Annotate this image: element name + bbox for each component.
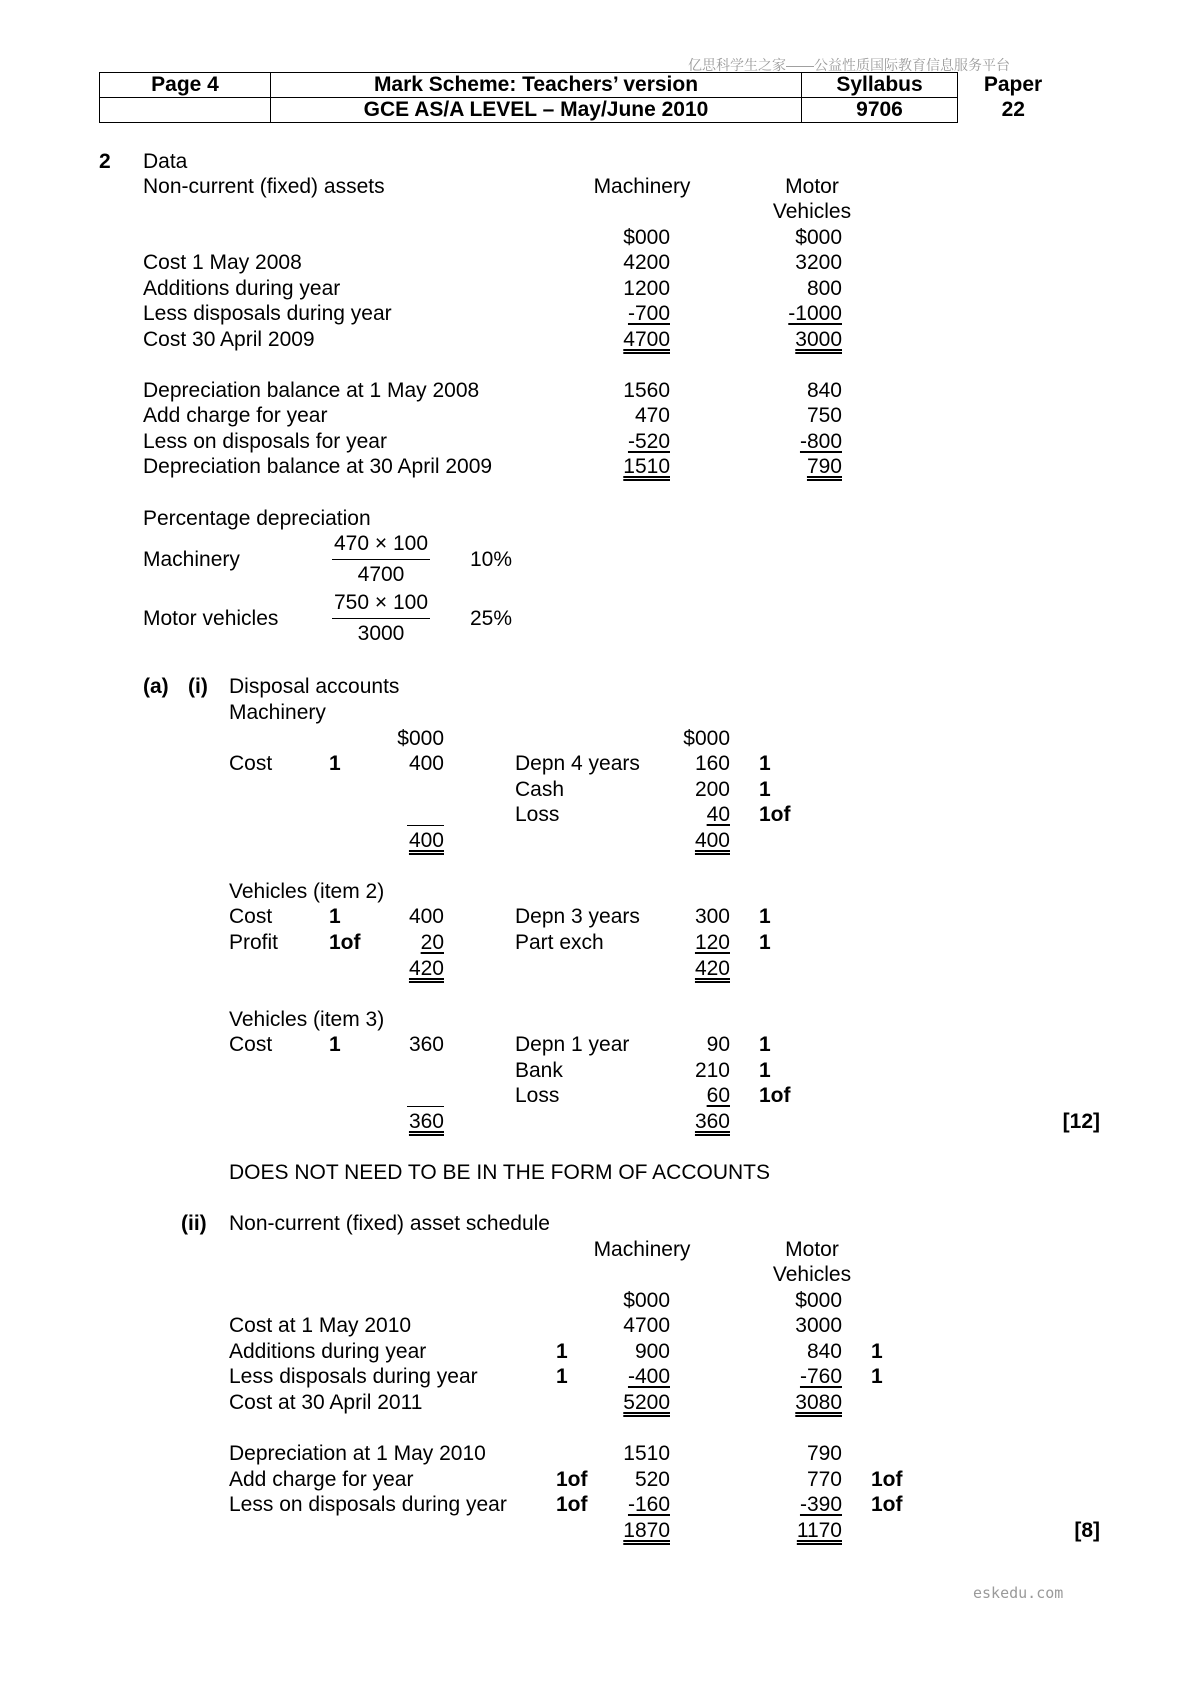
veh2-r2-label: Part exch: [515, 931, 604, 954]
marks-part-ii: [8]: [1074, 1519, 1100, 1542]
sched-dep-mark-right: 1of: [871, 1468, 903, 1491]
header-exam: GCE AS/A LEVEL – May/June 2010: [271, 98, 802, 123]
cost-row-vehicles: 800: [806, 277, 842, 300]
machinery-account-title: Machinery: [229, 701, 326, 724]
veh2-cost-label: Cost: [229, 905, 273, 928]
sub-ii-label: (ii): [181, 1212, 207, 1235]
sched-dep-mark-right: 1of: [871, 1493, 903, 1516]
header-table: [99, 72, 1069, 123]
sched-cost-label: Cost at 1 May 2010: [229, 1314, 412, 1337]
veh3-r2-mark: 1: [759, 1059, 771, 1082]
veh2-r2-value: 120: [694, 931, 730, 954]
sched-unit-machinery: $000: [623, 1289, 670, 1312]
veh2-r1-mark: 1: [759, 905, 771, 928]
sub-i-label: (i): [188, 675, 208, 698]
veh3-r1-mark: 1: [759, 1033, 771, 1056]
data-label: Data: [143, 150, 188, 173]
sched-dep-mark-left: 1of: [556, 1468, 588, 1491]
sched-dep-label: Add charge for year: [229, 1468, 414, 1491]
unit-vehicles: $000: [795, 226, 842, 249]
marks-part-i: [12]: [1062, 1110, 1100, 1133]
sched-dep-mark-left: 1of: [556, 1493, 588, 1516]
pct-machinery-label: Machinery: [143, 548, 240, 571]
mach-r1-value: 160: [694, 752, 730, 775]
veh2-r1-label: Depn 3 years: [515, 905, 640, 928]
unit-machinery: $000: [623, 226, 670, 249]
dep-row-machinery: 1510: [623, 455, 670, 478]
disposal-accounts-label: Disposal accounts: [229, 675, 400, 698]
veh2-total-right: 420: [694, 957, 730, 980]
accounts-note: DOES NOT NEED TO BE IN THE FORM OF ACCOUNTS: [229, 1161, 771, 1184]
header-paper-label: Paper: [983, 73, 1043, 96]
veh3-cost-mark: 1: [329, 1033, 341, 1056]
sched-cost-machinery: -400: [627, 1365, 670, 1388]
cost-row-machinery: 1200: [623, 277, 670, 300]
col-motor: Motor: [785, 175, 839, 198]
dep-row-machinery: 470: [634, 404, 670, 427]
mach-cost-label: Cost: [229, 752, 273, 775]
header-empty-cell: [100, 98, 271, 123]
dep-row-machinery: 1560: [623, 379, 670, 402]
unit-left: $000: [397, 727, 444, 750]
veh2-total-left: 420: [408, 957, 444, 980]
veh3-r3-label: Loss: [515, 1084, 560, 1107]
fraction-numerator: 470 × 100: [332, 532, 430, 560]
veh3-r1-value: 90: [706, 1033, 730, 1056]
sched-cost-label: Less disposals during year: [229, 1365, 478, 1388]
mach-r2-mark: 1: [759, 778, 771, 801]
veh2-title: Vehicles (item 2): [229, 880, 385, 903]
sched-cost-mark-right: 1: [871, 1340, 883, 1363]
schedule-title: Non-current (fixed) asset schedule: [229, 1212, 550, 1235]
sched-col-vehicles: Vehicles: [772, 1263, 852, 1286]
assets-label: Non-current (fixed) assets: [143, 175, 385, 198]
pct-machinery-fraction: [332, 532, 430, 587]
sched-cost-mark-right: 1: [871, 1365, 883, 1388]
sched-cost-label: Cost at 30 April 2011: [229, 1391, 423, 1414]
sched-cost-vehicles: 840: [806, 1340, 842, 1363]
mach-r2-value: 200: [694, 778, 730, 801]
pct-label: Percentage depreciation: [143, 507, 371, 530]
veh3-r3-mark: 1of: [759, 1084, 791, 1107]
cost-row-vehicles: 3200: [795, 251, 842, 274]
sched-dep-vehicles: -390: [799, 1493, 842, 1516]
watermark-bottom: eskedu.com: [973, 1584, 1064, 1602]
sched-cost-mark-left: 1: [556, 1340, 568, 1363]
veh3-cost-value: 360: [408, 1033, 444, 1056]
col-vehicles: Vehicles: [772, 200, 852, 223]
dep-row-label: Depreciation balance at 30 April 2009: [143, 455, 493, 478]
sched-dep-machinery: -160: [627, 1493, 670, 1516]
fraction-numerator: 750 × 100: [332, 591, 430, 619]
dep-row-vehicles: 790: [806, 455, 842, 478]
blank-rule: [407, 825, 444, 826]
sched-unit-vehicles: $000: [795, 1289, 842, 1312]
sched-cost-machinery: 900: [634, 1340, 670, 1363]
cost-row-label: Cost 30 April 2009: [143, 328, 315, 351]
veh3-title: Vehicles (item 3): [229, 1008, 385, 1031]
veh3-r3-value: 60: [706, 1084, 730, 1107]
pct-vehicles-fraction: [332, 591, 430, 646]
mach-r3-mark: 1of: [759, 803, 791, 826]
mach-total-left: 400: [408, 829, 444, 852]
fraction-denominator: 3000: [357, 622, 405, 645]
header-page: Page 4: [100, 73, 271, 98]
cost-row-label: Cost 1 May 2008: [143, 251, 302, 274]
cost-row-machinery: 4200: [623, 251, 670, 274]
sched-cost-vehicles: 3000: [795, 1314, 842, 1337]
dep-row-vehicles: 840: [806, 379, 842, 402]
sched-dep-label: Depreciation at 1 May 2010: [229, 1442, 486, 1465]
dep-row-vehicles: -800: [799, 430, 842, 453]
veh2-profit-value: 20: [420, 931, 444, 954]
cost-row-label: Additions during year: [143, 277, 341, 300]
cost-row-machinery: -700: [627, 302, 670, 325]
veh3-r2-value: 210: [694, 1059, 730, 1082]
veh3-r1-label: Depn 1 year: [515, 1033, 630, 1056]
cost-row-label: Less disposals during year: [143, 302, 392, 325]
dep-row-label: Add charge for year: [143, 404, 328, 427]
header-title: Mark Scheme: Teachers’ version: [271, 73, 802, 98]
sched-dep-machinery: 1510: [623, 1442, 670, 1465]
sched-cost-machinery: 4700: [623, 1314, 670, 1337]
veh2-r2-mark: 1: [759, 931, 771, 954]
veh3-r2-label: Bank: [515, 1059, 563, 1082]
sched-cost-machinery: 5200: [623, 1391, 670, 1414]
dep-row-label: Less on disposals for year: [143, 430, 387, 453]
pct-vehicles-value: 25%: [470, 607, 513, 630]
mach-total-right: 400: [694, 829, 730, 852]
mach-r3-value: 40: [706, 803, 730, 826]
sched-cost-label: Additions during year: [229, 1340, 427, 1363]
sched-col-motor: Motor: [785, 1238, 839, 1261]
veh2-cost-mark: 1: [329, 905, 341, 928]
sched-dep-machinery: 520: [634, 1468, 670, 1491]
dep-row-label: Depreciation balance at 1 May 2008: [143, 379, 480, 402]
header-syllabus-label: Syllabus: [802, 73, 958, 98]
mach-cost-value: 400: [408, 752, 444, 775]
veh2-profit-mark: 1of: [329, 931, 361, 954]
veh3-cost-label: Cost: [229, 1033, 273, 1056]
pct-vehicles-label: Motor vehicles: [143, 607, 279, 630]
col-machinery: Machinery: [593, 175, 691, 198]
sched-cost-vehicles: 3080: [795, 1391, 842, 1414]
veh2-cost-value: 400: [408, 905, 444, 928]
veh2-r1-value: 300: [694, 905, 730, 928]
sched-total-vehicles: 1170: [796, 1519, 842, 1542]
unit-right: $000: [683, 727, 730, 750]
dep-row-machinery: -520: [627, 430, 670, 453]
veh3-total-right: 360: [694, 1110, 730, 1133]
mach-r1-mark: 1: [759, 752, 771, 775]
dep-row-vehicles: 750: [806, 404, 842, 427]
mach-r1-label: Depn 4 years: [515, 752, 640, 775]
cost-row-vehicles: 3000: [795, 328, 842, 351]
mach-cost-mark: 1: [329, 752, 341, 775]
veh3-total-left: 360: [408, 1110, 444, 1133]
header-syllabus-code: 9706: [802, 98, 958, 123]
sched-cost-vehicles: -760: [799, 1365, 842, 1388]
sched-cost-mark-left: 1: [556, 1365, 568, 1388]
question-number: 2: [99, 150, 111, 173]
part-a-label: (a): [143, 675, 169, 698]
sched-col-machinery: Machinery: [593, 1238, 691, 1261]
cost-row-vehicles: -1000: [788, 302, 842, 325]
watermark-text: 亿思科学生之家——公益性质国际教育信息服务平台: [688, 57, 1010, 73]
sched-dep-vehicles: 790: [806, 1442, 842, 1465]
pct-machinery-value: 10%: [470, 548, 513, 571]
header-paper-number: 22: [1001, 98, 1025, 121]
mach-r3-label: Loss: [515, 803, 560, 826]
mach-r2-label: Cash: [515, 778, 565, 801]
fraction-denominator: 4700: [357, 563, 405, 586]
sched-total-machinery: 1870: [623, 1519, 670, 1542]
blank-rule: [407, 1106, 444, 1107]
veh2-profit-label: Profit: [229, 931, 279, 954]
sched-dep-vehicles: 770: [806, 1468, 842, 1491]
cost-row-machinery: 4700: [623, 328, 670, 351]
sched-dep-label: Less on disposals during year: [229, 1493, 507, 1516]
